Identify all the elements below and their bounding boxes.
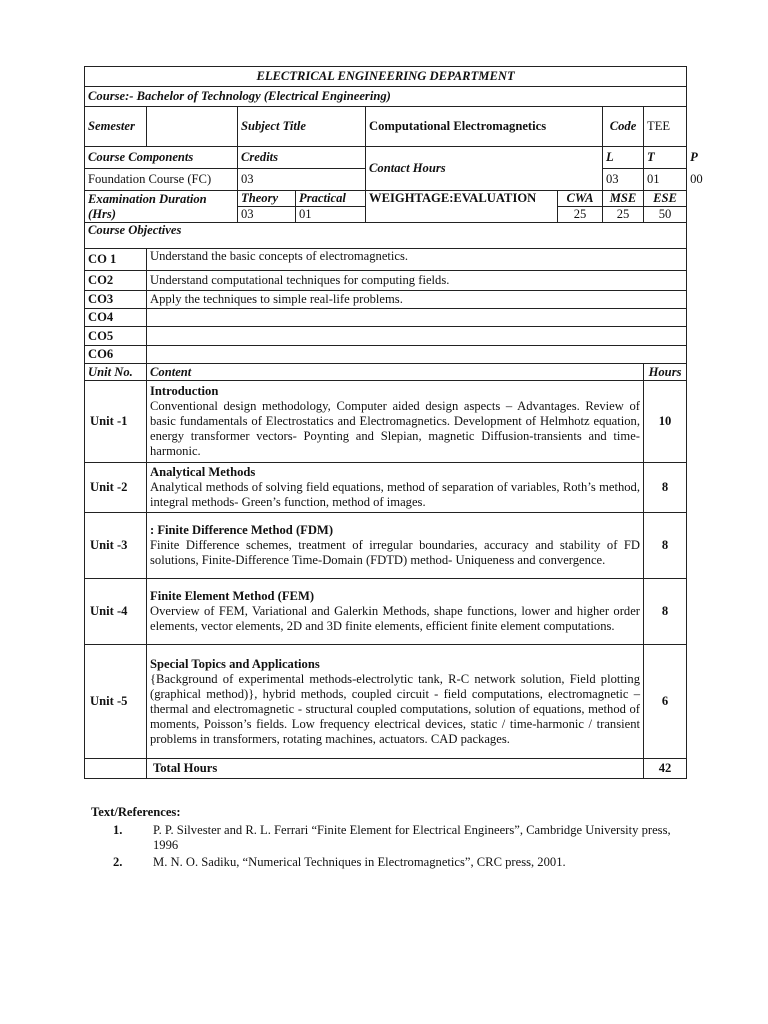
- unit-row: [85, 463, 687, 513]
- unit-content: [147, 381, 644, 463]
- course-name: Course:- Bachelor of Technology (Electrical Engineering): [85, 87, 687, 107]
- unit-body: Conventional design methodology, Computer aided design aspects – Advantages. Review of basic fundamentals of Electrostatics and Electromagnetics. Development of Helmhotz equation, energy transformer vectors- Poynting and Slepian, magnetic Diffusion-transients and time-harmonic.: [150, 399, 640, 458]
- components-value-row: Foundation Course (FC) 03 03 01 00: [85, 169, 687, 191]
- objective-code: CO 1: [85, 249, 147, 271]
- total-hours-value: 42: [644, 759, 687, 779]
- unit-label: Unit -1: [85, 381, 147, 463]
- practical-value: 01: [296, 207, 366, 223]
- unit-hours: 8: [644, 463, 687, 513]
- objective-code: CO3: [85, 291, 147, 309]
- unit-title: Analytical Methods: [150, 465, 256, 479]
- unit-no-header: Unit No.: [85, 364, 147, 381]
- tutorial-value: 01: [644, 169, 687, 191]
- credits-value: 03: [238, 169, 366, 191]
- unit-content: [147, 645, 644, 759]
- objective-text: Understand computational techniques for computing fields.: [147, 271, 687, 291]
- objective-text: [147, 346, 687, 364]
- unit-row: [85, 381, 687, 463]
- theory-value: 03: [238, 207, 296, 223]
- references-heading: Text/References:: [91, 805, 181, 819]
- unit-hours: 10: [644, 381, 687, 463]
- unit-row: [85, 513, 687, 579]
- unit-body: Overview of FEM, Variational and Galerkin Methods, shape functions, lower and higher order elements, vector elements, 2D and 3D finite elements, efficient finite element computations.: [150, 604, 640, 633]
- objective-code: CO5: [85, 327, 147, 346]
- unit-title: Special Topics and Applications: [150, 656, 320, 671]
- unit-label: Unit -2: [85, 463, 147, 513]
- reference-text: M. N. O. Sadiku, “Numerical Techniques in Electromagnetics”, CRC press, 2001.: [153, 854, 566, 869]
- unit-content: [147, 579, 644, 645]
- unit-content: [147, 513, 644, 579]
- course-row: [85, 87, 687, 107]
- unit-label: Unit -5: [85, 645, 147, 759]
- total-row: [85, 759, 687, 779]
- reference-text: P. P. Silvester and R. L. Ferrari “Finite Element for Electrical Engineers”, Cambridge University press, 1996: [153, 822, 671, 852]
- total-hours-label: Total Hours: [147, 759, 644, 779]
- code-label: Code: [603, 107, 644, 147]
- credits-label: Credits: [238, 147, 366, 169]
- objective-row: [85, 291, 687, 309]
- semester-label: Semester: [85, 107, 147, 147]
- unit-title: Introduction: [150, 384, 219, 398]
- objective-code: CO6: [85, 346, 147, 364]
- exam-label-row: [85, 191, 687, 207]
- cwa-label: CWA: [558, 191, 603, 207]
- hours-header: Hours: [644, 364, 687, 381]
- unit-row: [85, 645, 687, 759]
- theory-label: Theory: [238, 191, 296, 207]
- reference-item: [91, 855, 691, 871]
- unit-hours: 6: [644, 645, 687, 759]
- objective-row: [85, 327, 687, 346]
- unit-content: [147, 463, 644, 513]
- course-objectives-label: Course Objectives: [85, 223, 687, 249]
- objective-row: [85, 271, 687, 291]
- subject-title-value: Computational Electromagnetics: [366, 107, 603, 147]
- ese-value: 50: [644, 207, 687, 223]
- mse-value: 25: [603, 207, 644, 223]
- objective-row: [85, 309, 687, 327]
- semester-value: [147, 107, 238, 147]
- units-header-row: [85, 364, 687, 381]
- lecture-value: 03: [603, 169, 644, 191]
- objective-code: CO4: [85, 309, 147, 327]
- components-label-row: Course Components Credits Contact Hours L T P: [85, 147, 687, 169]
- reference-number: 2.: [113, 854, 123, 869]
- lecture-label: L: [603, 147, 644, 169]
- unit-title: : Finite Difference Method (FDM): [150, 523, 334, 537]
- exam-duration-label: Examination Duration (Hrs): [85, 191, 238, 223]
- unit-body: {Background of experimental methods-electrolytic tank, R-C network solution, Field plotting (graphical method)}, hybrid methods, coupled circuit - field computations, electromagnetic – thermal and electromagnetic - structural coupled computations, solution of equations, method of moments, Poisson’s fields. Low frequency electrical devices, static / time-harmonic / transient problems in transformers, rotating machines, actuators. CAD packages.: [150, 671, 640, 746]
- department-row: [85, 67, 687, 87]
- ese-label: ESE: [644, 191, 687, 207]
- unit-label: Unit -4: [85, 579, 147, 645]
- objective-text: [147, 327, 687, 346]
- unit-body: Analytical methods of solving field equations, method of separation of variables, Roth’s method, integral methods- Green’s function, method of images.: [150, 480, 640, 509]
- syllabus-table: [84, 66, 703, 779]
- unit-title: Finite Element Method (FEM): [150, 589, 315, 603]
- practical-label: Practical: [296, 191, 366, 207]
- subject-title-label: Subject Title: [238, 107, 366, 147]
- weightage-label: WEIGHTAGE:EVALUATION: [366, 191, 558, 223]
- course-component-value: Foundation Course (FC): [85, 169, 238, 191]
- references-section: [91, 805, 691, 870]
- unit-body: Finite Difference schemes, treatment of irregular boundaries, accuracy and stability of FD solutions, Finite-Difference Time-Domain (FDTD) method- Uniqueness and convergence.: [150, 538, 640, 567]
- objective-text: Apply the techniques to simple real-life problems.: [147, 291, 687, 309]
- reference-number: 1.: [113, 822, 123, 837]
- objective-text: Understand the basic concepts of electromagnetics.: [147, 249, 687, 271]
- objective-row: [85, 346, 687, 364]
- tutorial-label: T: [644, 147, 687, 169]
- objective-row: [85, 249, 687, 271]
- total-spacer: [85, 759, 147, 779]
- objective-text: [147, 309, 687, 327]
- mse-label: MSE: [603, 191, 644, 207]
- unit-hours: 8: [644, 579, 687, 645]
- semester-row: [85, 107, 687, 147]
- cwa-value: 25: [558, 207, 603, 223]
- unit-hours: 8: [644, 513, 687, 579]
- unit-label: Unit -3: [85, 513, 147, 579]
- unit-row: [85, 579, 687, 645]
- content-header: Content: [147, 364, 644, 381]
- reference-item: [91, 823, 691, 854]
- department-title: ELECTRICAL ENGINEERING DEPARTMENT: [85, 67, 687, 87]
- course-components-label: Course Components: [85, 147, 238, 169]
- code-value: TEE: [644, 107, 687, 147]
- objectives-header-row: [85, 223, 687, 249]
- contact-hours-label: Contact Hours: [366, 147, 603, 191]
- objective-code: CO2: [85, 271, 147, 291]
